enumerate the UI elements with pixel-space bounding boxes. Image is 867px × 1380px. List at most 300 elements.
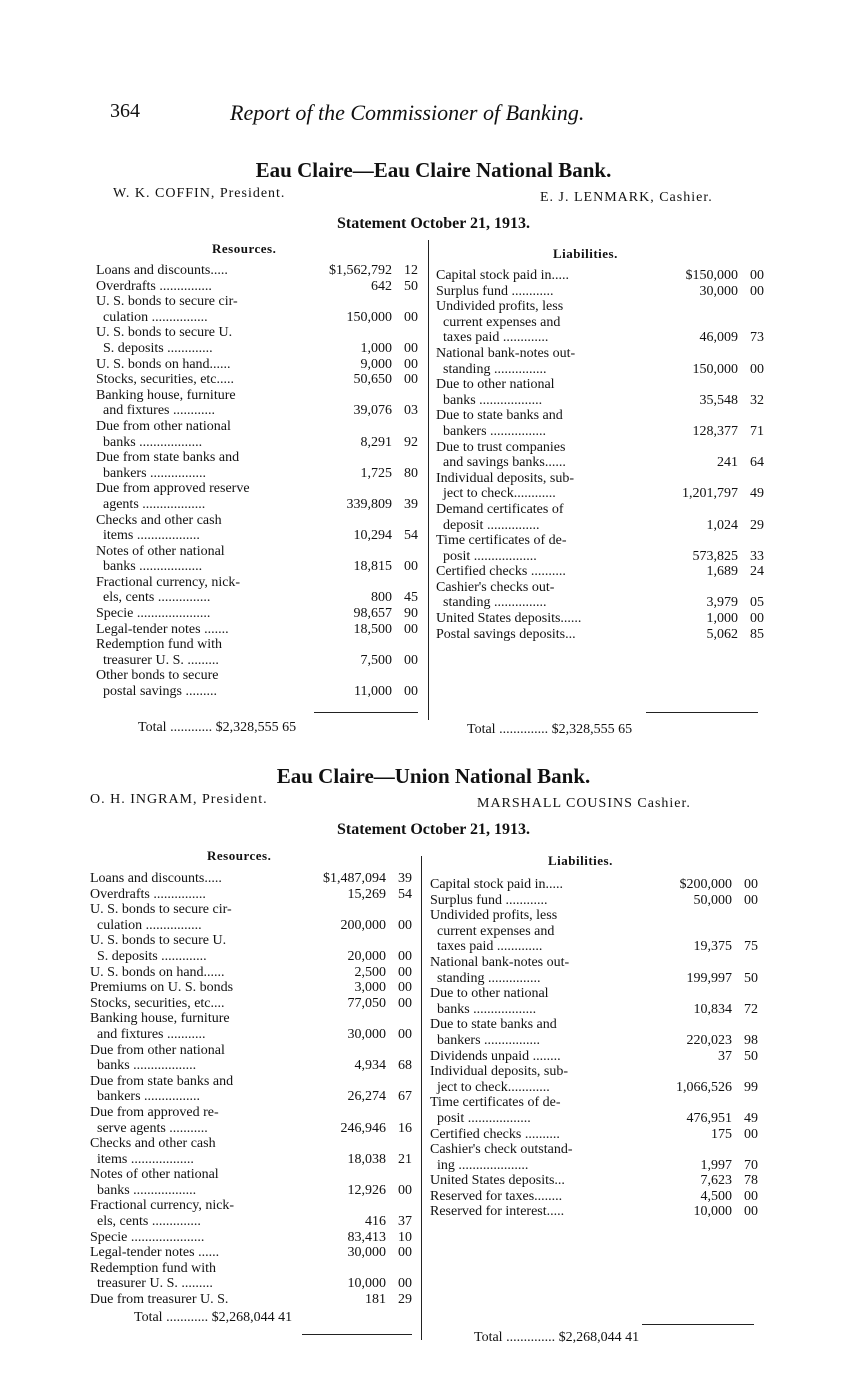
row-cents: 00: [404, 559, 418, 575]
row-label: posit ..................: [430, 1110, 531, 1126]
row-amount: 220,023: [686, 1032, 732, 1048]
row-label: Notes of other national: [90, 1167, 219, 1183]
liability-row: [430, 986, 758, 1002]
row-amount: 7,623: [700, 1173, 732, 1189]
liability-row: [436, 299, 764, 315]
row-amount: 20,000: [347, 948, 386, 964]
liability-row: [430, 908, 758, 924]
resource-row: [90, 933, 416, 949]
row-amount: 1,066,526: [676, 1079, 732, 1095]
row-cents: 12: [404, 263, 418, 278]
liabilities-heading: Liabilities.: [553, 246, 618, 261]
row-cents: 00: [750, 268, 764, 283]
row-label: els, cents ..............: [90, 1214, 201, 1230]
row-amount: 128,377: [692, 423, 738, 439]
row-label: banks ..................: [90, 1182, 197, 1198]
row-cents: 49: [744, 1110, 758, 1126]
row-label: Redemption fund with: [90, 1260, 216, 1276]
row-label: Postal savings deposits...: [436, 626, 576, 642]
liability-row: [436, 284, 764, 300]
liabilities-heading: Liabilities.: [548, 853, 613, 868]
liability-row: [430, 1173, 758, 1189]
row-label: Specie .....................: [96, 606, 211, 622]
row-amount: 15,269: [347, 886, 386, 902]
row-amount: 1,000: [360, 340, 392, 356]
total-label: Total ............: [134, 1310, 209, 1325]
row-amount: 30,000: [699, 283, 738, 299]
resource-row: [90, 1121, 416, 1137]
row-cents: 54: [398, 886, 412, 902]
row-cents: 78: [744, 1173, 758, 1189]
resource-row: [96, 653, 422, 669]
row-amount: 77,050: [347, 995, 386, 1011]
row-label: Redemption fund with: [96, 637, 222, 653]
row-cents: 05: [750, 595, 764, 611]
liability-row: [430, 955, 758, 971]
row-amount: 150,000: [346, 309, 392, 325]
resource-row: [90, 980, 416, 996]
row-label: U. S. bonds on hand......: [90, 964, 225, 980]
row-label: current expenses and: [430, 923, 555, 939]
row-amount: 1,024: [706, 517, 738, 533]
row-label: National bank-notes out-: [430, 954, 570, 970]
resource-row: [96, 419, 422, 435]
row-label: Reserved for interest.....: [430, 1204, 565, 1220]
row-cents: 45: [404, 590, 418, 606]
liability-row: [436, 595, 764, 611]
row-label: postal savings .........: [96, 684, 217, 700]
row-amount: 98,657: [353, 606, 392, 622]
row-label: bankers ................: [96, 465, 207, 481]
resources-column: [96, 263, 422, 700]
row-amount: 175: [711, 1126, 732, 1142]
row-cents: 33: [750, 548, 764, 564]
row-cents: 90: [404, 606, 418, 622]
total-rule: [646, 712, 758, 713]
row-amount: 150,000: [692, 361, 738, 377]
row-label: Surplus fund ............: [436, 283, 554, 299]
row-label: Legal-tender notes ......: [90, 1245, 220, 1261]
row-cents: 64: [750, 455, 764, 471]
row-amount: $150,000: [685, 268, 738, 283]
row-cents: 67: [398, 1089, 412, 1105]
row-label: Individual deposits, sub-: [436, 470, 575, 486]
row-label: Stocks, securities, etc.....: [96, 372, 235, 388]
row-label: Overdrafts ...............: [96, 278, 212, 294]
row-cents: 99: [744, 1079, 758, 1095]
liability-row: [430, 1017, 758, 1033]
row-label: Cashier's checks out-: [436, 579, 555, 595]
liability-row: [436, 362, 764, 378]
liability-row: [436, 471, 764, 487]
row-label: Due to other national: [430, 986, 549, 1002]
resource-row: [96, 325, 422, 341]
row-amount: 37: [718, 1048, 732, 1064]
total-amount: $2,268,044 41: [211, 1310, 293, 1325]
resource-row: [90, 1011, 416, 1027]
row-label: U. S. bonds on hand......: [96, 356, 231, 372]
row-cents: 39: [398, 871, 412, 886]
resource-row: [96, 450, 422, 466]
row-label: and fixtures ...........: [90, 1026, 206, 1042]
resources-heading: Resources.: [207, 848, 272, 863]
liability-row: [430, 1002, 758, 1018]
row-label: standing ...............: [430, 970, 541, 986]
row-label: Reserved for taxes........: [430, 1188, 563, 1204]
column-divider: [428, 240, 429, 720]
row-cents: 68: [398, 1058, 412, 1074]
liability-row: [436, 377, 764, 393]
resource-row: [96, 279, 422, 295]
row-amount: 642: [371, 278, 392, 294]
resource-row: [90, 887, 416, 903]
resources-column: [90, 871, 416, 1308]
row-amount: 1,689: [706, 564, 738, 580]
row-cents: 92: [404, 434, 418, 450]
row-cents: 50: [744, 1048, 758, 1064]
row-label: ject to check............: [436, 486, 556, 502]
row-label: Undivided profits, less: [436, 299, 564, 315]
row-label: banks ..................: [430, 1001, 537, 1017]
resource-row: [90, 1043, 416, 1059]
row-cents: 00: [744, 1188, 758, 1204]
liability-row: [430, 971, 758, 987]
row-label: treasurer U. S. .........: [90, 1276, 213, 1292]
row-label: deposit ...............: [436, 517, 540, 533]
row-cents: 54: [404, 528, 418, 544]
liability-row: [430, 1127, 758, 1143]
page-number: 364: [110, 100, 140, 122]
row-label: Certified checks ..........: [436, 564, 566, 580]
row-amount: 18,038: [347, 1151, 386, 1167]
liability-row: [430, 1204, 758, 1220]
row-cents: 72: [744, 1001, 758, 1017]
row-cents: 37: [398, 1214, 412, 1230]
liability-row: [436, 424, 764, 440]
cashier-name: MARSHALL COUSINS Cashier.: [477, 796, 691, 811]
row-amount: 1,000: [706, 611, 738, 627]
liability-row: [430, 893, 758, 909]
total-liabilities: [467, 722, 632, 738]
row-cents: 00: [744, 877, 758, 892]
resource-row: [90, 871, 416, 887]
liability-row: [430, 1080, 758, 1096]
total-label: Total ............: [138, 720, 213, 735]
row-amount: 83,413: [347, 1229, 386, 1245]
row-cents: 32: [750, 392, 764, 408]
resource-row: [96, 294, 422, 310]
row-amount: 39,076: [353, 403, 392, 419]
row-amount: 800: [371, 590, 392, 606]
liability-row: [436, 315, 764, 331]
row-cents: 00: [404, 356, 418, 372]
row-label: National bank-notes out-: [436, 345, 576, 361]
row-amount: 46,009: [699, 330, 738, 346]
resource-row: [96, 528, 422, 544]
row-label: U. S. bonds to secure U.: [96, 325, 233, 341]
resource-row: [96, 497, 422, 513]
liability-row: [430, 1111, 758, 1127]
total-label: Total ..............: [467, 722, 549, 737]
row-amount: 10,000: [347, 1276, 386, 1292]
row-cents: 49: [750, 486, 764, 502]
row-amount: 11,000: [354, 684, 392, 700]
row-amount: 246,946: [340, 1120, 386, 1136]
row-cents: 75: [744, 939, 758, 955]
row-cents: 00: [404, 340, 418, 356]
row-cents: 00: [404, 372, 418, 388]
resource-row: [90, 949, 416, 965]
row-cents: 00: [404, 309, 418, 325]
resource-row: [96, 513, 422, 529]
row-label: treasurer U. S. .........: [96, 652, 219, 668]
row-amount: 30,000: [347, 1026, 386, 1042]
row-label: Specie .....................: [90, 1229, 205, 1245]
row-amount: $1,562,792: [329, 263, 392, 278]
row-amount: 9,000: [360, 356, 392, 372]
total-resources: [134, 1310, 292, 1326]
row-label: U. S. bonds to secure cir-: [90, 902, 232, 918]
row-amount: 50,000: [693, 892, 732, 908]
row-cents: 98: [744, 1032, 758, 1048]
row-amount: 1,997: [700, 1157, 732, 1173]
row-label: Certified checks ..........: [430, 1126, 560, 1142]
row-label: items ..................: [90, 1151, 194, 1167]
row-amount: 4,500: [700, 1188, 732, 1204]
row-label: Demand certificates of: [436, 501, 564, 517]
resource-row: [96, 341, 422, 357]
liability-row: [436, 440, 764, 456]
row-amount: 19,375: [693, 939, 732, 955]
row-label: Capital stock paid in.....: [430, 877, 563, 892]
row-label: taxes paid .............: [430, 939, 543, 955]
row-label: banks ..................: [436, 392, 543, 408]
liability-row: [430, 1033, 758, 1049]
resource-row: [90, 965, 416, 981]
liability-row: [430, 1158, 758, 1174]
row-amount: 1,725: [360, 465, 392, 481]
liabilities-column: [436, 268, 764, 642]
row-label: agents ..................: [96, 496, 206, 512]
resource-row: [96, 606, 422, 622]
row-label: Stocks, securities, etc....: [90, 995, 225, 1011]
row-label: taxes paid .............: [436, 330, 549, 346]
row-label: and fixtures ............: [96, 403, 215, 419]
row-amount: 10,834: [693, 1001, 732, 1017]
row-amount: 3,000: [354, 980, 386, 996]
row-cents: 00: [398, 1276, 412, 1292]
row-cents: 00: [398, 964, 412, 980]
resource-row: [96, 668, 422, 684]
resource-row: [96, 357, 422, 373]
row-label: Due to state banks and: [436, 408, 563, 424]
liability-row: [436, 549, 764, 565]
row-cents: 50: [744, 970, 758, 986]
row-cents: 70: [744, 1157, 758, 1173]
row-amount: 1,201,797: [682, 486, 738, 502]
resource-row: [96, 622, 422, 638]
row-cents: 29: [750, 517, 764, 533]
row-label: Other bonds to secure: [96, 668, 219, 684]
cashier-name: E. J. LENMARK, Cashier.: [540, 190, 713, 205]
row-cents: 00: [404, 684, 418, 700]
row-label: Notes of other national: [96, 543, 225, 559]
row-label: Premiums on U. S. bonds: [90, 980, 234, 996]
row-amount: 50,650: [353, 372, 392, 388]
total-rule: [302, 1334, 412, 1335]
row-cents: 00: [398, 917, 412, 933]
row-cents: 21: [398, 1151, 412, 1167]
liability-row: [436, 393, 764, 409]
row-cents: 00: [398, 1182, 412, 1198]
resource-row: [90, 1089, 416, 1105]
row-amount: 30,000: [347, 1245, 386, 1261]
row-amount: 181: [365, 1292, 386, 1308]
row-label: Time certificates of de-: [436, 533, 567, 549]
resource-row: [90, 1152, 416, 1168]
row-cents: 00: [750, 283, 764, 299]
resource-row: [90, 1074, 416, 1090]
total-resources: [138, 720, 296, 736]
liability-row: [430, 1189, 758, 1205]
row-label: els, cents ...............: [96, 590, 211, 606]
resource-row: [90, 1292, 416, 1308]
liability-row: [436, 455, 764, 471]
resource-row: [96, 481, 422, 497]
row-cents: 00: [750, 611, 764, 627]
row-label: Checks and other cash: [96, 512, 222, 528]
row-label: Loans and discounts.....: [96, 263, 228, 278]
resource-row: [96, 403, 422, 419]
row-label: S. deposits .............: [90, 948, 207, 964]
row-label: Due from state banks and: [96, 450, 240, 466]
row-label: Checks and other cash: [90, 1136, 216, 1152]
row-label: U. S. bonds to secure U.: [90, 933, 227, 949]
resource-row: [96, 310, 422, 326]
row-amount: 26,274: [347, 1089, 386, 1105]
row-amount: 10,294: [353, 528, 392, 544]
total-rule: [642, 1324, 754, 1325]
row-label: bankers ................: [436, 423, 547, 439]
row-label: United States deposits...: [430, 1173, 565, 1189]
row-label: Overdrafts ...............: [90, 886, 206, 902]
row-cents: 00: [744, 1126, 758, 1142]
resource-row: [96, 435, 422, 451]
row-label: posit ..................: [436, 548, 537, 564]
row-label: Individual deposits, sub-: [430, 1064, 569, 1080]
row-label: serve agents ...........: [90, 1120, 208, 1136]
row-cents: 80: [404, 465, 418, 481]
row-cents: 00: [750, 361, 764, 377]
resource-row: [96, 559, 422, 575]
row-label: and savings banks......: [436, 455, 566, 471]
row-cents: 10: [398, 1229, 412, 1245]
row-label: banks ..................: [90, 1058, 197, 1074]
resource-row: [90, 1245, 416, 1261]
row-label: Due to trust companies: [436, 439, 566, 455]
liability-row: [436, 502, 764, 518]
resource-row: [90, 1136, 416, 1152]
resource-row: [96, 466, 422, 482]
row-amount: 199,997: [686, 970, 732, 986]
resource-row: [96, 684, 422, 700]
resource-row: [90, 1167, 416, 1183]
president-name: W. K. COFFIN, President.: [113, 186, 286, 201]
row-cents: 00: [398, 1026, 412, 1042]
row-label: ject to check............: [430, 1079, 550, 1095]
row-cents: 03: [404, 403, 418, 419]
liability-row: [436, 564, 764, 580]
row-label: United States deposits......: [436, 611, 582, 627]
row-label: standing ...............: [436, 361, 547, 377]
row-label: Due from approved re-: [90, 1104, 219, 1120]
liabilities-column: [430, 877, 758, 1220]
resource-row: [96, 372, 422, 388]
row-label: Banking house, furniture: [90, 1011, 230, 1027]
row-amount: 35,548: [699, 392, 738, 408]
row-amount: 18,815: [353, 559, 392, 575]
resource-row: [90, 1230, 416, 1246]
liability-row: [436, 533, 764, 549]
resource-row: [90, 1276, 416, 1292]
liability-row: [436, 330, 764, 346]
resource-row: [96, 263, 422, 279]
row-label: Cashier's check outstand-: [430, 1142, 573, 1158]
liability-row: [436, 408, 764, 424]
resource-row: [96, 544, 422, 560]
total-amount: $2,328,555 65: [551, 722, 633, 737]
row-label: banks ..................: [96, 434, 203, 450]
row-cents: 73: [750, 330, 764, 346]
total-rule: [314, 712, 418, 713]
row-amount: 200,000: [340, 917, 386, 933]
row-amount: 241: [717, 455, 738, 471]
row-cents: 00: [398, 948, 412, 964]
row-cents: 00: [744, 892, 758, 908]
row-cents: 00: [404, 652, 418, 668]
row-label: Due from other national: [90, 1042, 225, 1058]
row-cents: 00: [398, 1245, 412, 1261]
row-amount: 3,979: [706, 595, 738, 611]
row-cents: 29: [398, 1292, 412, 1308]
row-label: Undivided profits, less: [430, 908, 558, 924]
resource-row: [90, 1027, 416, 1043]
resource-row: [96, 590, 422, 606]
column-divider: [421, 856, 422, 1340]
row-amount: 476,951: [686, 1110, 732, 1126]
liability-row: [436, 346, 764, 362]
bank-title: Eau Claire—Union National Bank.: [276, 764, 591, 788]
resource-row: [90, 1214, 416, 1230]
row-label: Time certificates of de-: [430, 1095, 561, 1111]
liability-row: [436, 518, 764, 534]
liability-row: [436, 611, 764, 627]
row-amount: $200,000: [679, 877, 732, 892]
row-label: Due from approved reserve: [96, 481, 250, 497]
liability-row: [430, 1142, 758, 1158]
liability-row: [436, 486, 764, 502]
row-label: items ..................: [96, 528, 200, 544]
row-label: Fractional currency, nick-: [90, 1198, 235, 1214]
row-label: culation ................: [96, 309, 208, 325]
row-cents: 00: [404, 621, 418, 637]
row-label: Surplus fund ............: [430, 892, 548, 908]
row-label: ing ....................: [430, 1157, 529, 1173]
resource-row: [96, 388, 422, 404]
resource-row: [90, 1198, 416, 1214]
resources-heading: Resources.: [212, 241, 277, 256]
liability-row: [436, 627, 764, 643]
